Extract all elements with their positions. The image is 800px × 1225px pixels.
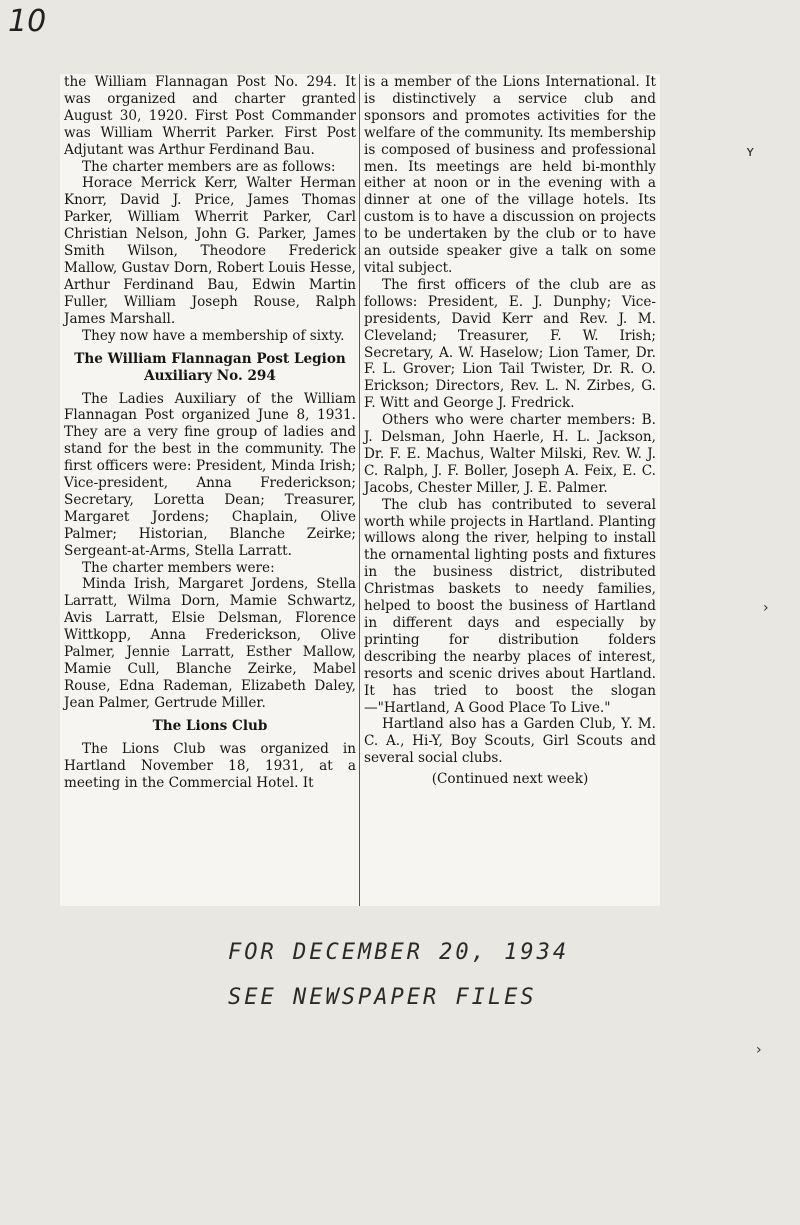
paragraph: Horace Merrick Kerr, Walter Herman Knorr, David J. Price, James Thomas Parker, William Wherrit Parker, Carl Christian Nelson, John G. Parker, James Smith Wilson, Theodore Frederick Mallow, Gustav Dorn, Robert Louis Hesse, Arthur Ferdinand Bau, Edwin Martin Fuller, William Joseph Rouse, Ralph James Marshall. — [64, 175, 356, 327]
paragraph: The Ladies Auxiliary of the William Flannagan Post organized June 8, 1931. They are a very fine group of ladies and stand for the best in the community. The first officers were: President, Minda Irish; Vice-president, Anna Frederickson; Secretary, Loretta Dean; Treasurer, Margaret Jordens; Chaplain, Olive Palmer; Historian, Blanche Zeirke; Sergeant-at-Arms, Stella Larratt. — [64, 390, 356, 559]
paragraph: The Lions Club was organized in Hartland November 18, 1931, at a meeting in the Commercial Hotel. It — [64, 740, 356, 791]
paragraph: is a member of the Lions International. It is distinctively a service club and sponsors and promotes activities for the welfare of the community. Its membership is composed of business and professional men. Its meetings are held bi-monthly either at noon or in the evening with a dinner at one of the village hotels. Its custom is to have a discussion on projects to be undertaken by the club or to have an outside speaker give a talk on some vital subject. — [364, 74, 656, 276]
newspaper-clipping — [60, 74, 660, 906]
left-column — [64, 74, 356, 791]
paragraph: Others who were charter members: B. J. Delsman, John Haerle, H. L. Jackson, Dr. F. E. Machus, Walter Milski, Rev. W. J. C. Ralph, J. F. Boller, Joseph A. Feix, E. C. Jacobs, Chester Miller, J. E. Palmer. — [364, 412, 656, 496]
paragraph: the William Flannagan Post No. 294. It was organized and charter granted August 30, 1920. First Post Commander was William Wherrit Parker. First Post Adjutant was Arthur Ferdinand Bau. — [64, 74, 356, 158]
speck-mark: ʏ — [746, 144, 755, 160]
speck-mark: › — [763, 600, 769, 616]
paragraph: Minda Irish, Margaret Jordens, Stella Larratt, Wilma Dorn, Mamie Schwartz, Avis Larratt, Elsie Delsman, Florence Wittkopp, Anna Frederickson, Olive Palmer, Jennie Larratt, Esther Mallow, Mamie Cull, Blanche Zeirke, Mabel Rouse, Edna Rademan, Elizabeth Daley, Jean Palmer, Gertrude Miller. — [64, 576, 356, 711]
paragraph: The charter members were: — [82, 559, 275, 576]
paragraph: The charter members are as follows: — [82, 158, 336, 175]
paragraph: They now have a membership of sixty. — [82, 327, 345, 344]
handwritten-note-line-2: SEE NEWSPAPER FILES — [228, 985, 537, 1010]
paragraph: The club has contributed to several worth while projects in Hartland. Planting willows along the river, helping to install the ornamental lighting posts and fixtures in the business district, distributed Christmas baskets to needy families, helped to boost the business of Hartland in different days and especially by printing for distribution folders describing the nearby places of interest, resorts and scenic drives about Hartland. It has tried to boost the slogan—"Hartland, A Good Place To Live." — [364, 496, 656, 716]
handwritten-note-line-1: FOR DECEMBER 20, 1934 — [228, 940, 570, 965]
paragraph: The first officers of the club are as follows: President, E. J. Dunphy; Vice-presidents, David Kerr and Rev. J. M. Cleveland; Treasurer, F. W. Irish; Secretary, A. W. Haselow; Lion Tamer, Dr. F. L. Grover; Lion Tail Twister, Dr. R. O. Erickson; Directors, Rev. L. N. Zirbes, G. F. Witt and George J. Fredrick. — [364, 276, 656, 412]
paragraph: Hartland also has a Garden Club, Y. M. C. A., Hi-Y, Boy Scouts, Girl Scouts and several social clubs. — [364, 716, 656, 767]
page-number: 10 — [8, 4, 47, 39]
right-column — [364, 74, 656, 788]
speck-mark: › — [756, 1042, 762, 1058]
column-divider — [359, 74, 360, 906]
auxiliary-heading: The William Flannagan Post Legion Auxiliary No. 294 — [74, 350, 346, 384]
continued-note: (Continued next week) — [431, 771, 589, 788]
lions-club-heading: The Lions Club — [152, 717, 268, 734]
